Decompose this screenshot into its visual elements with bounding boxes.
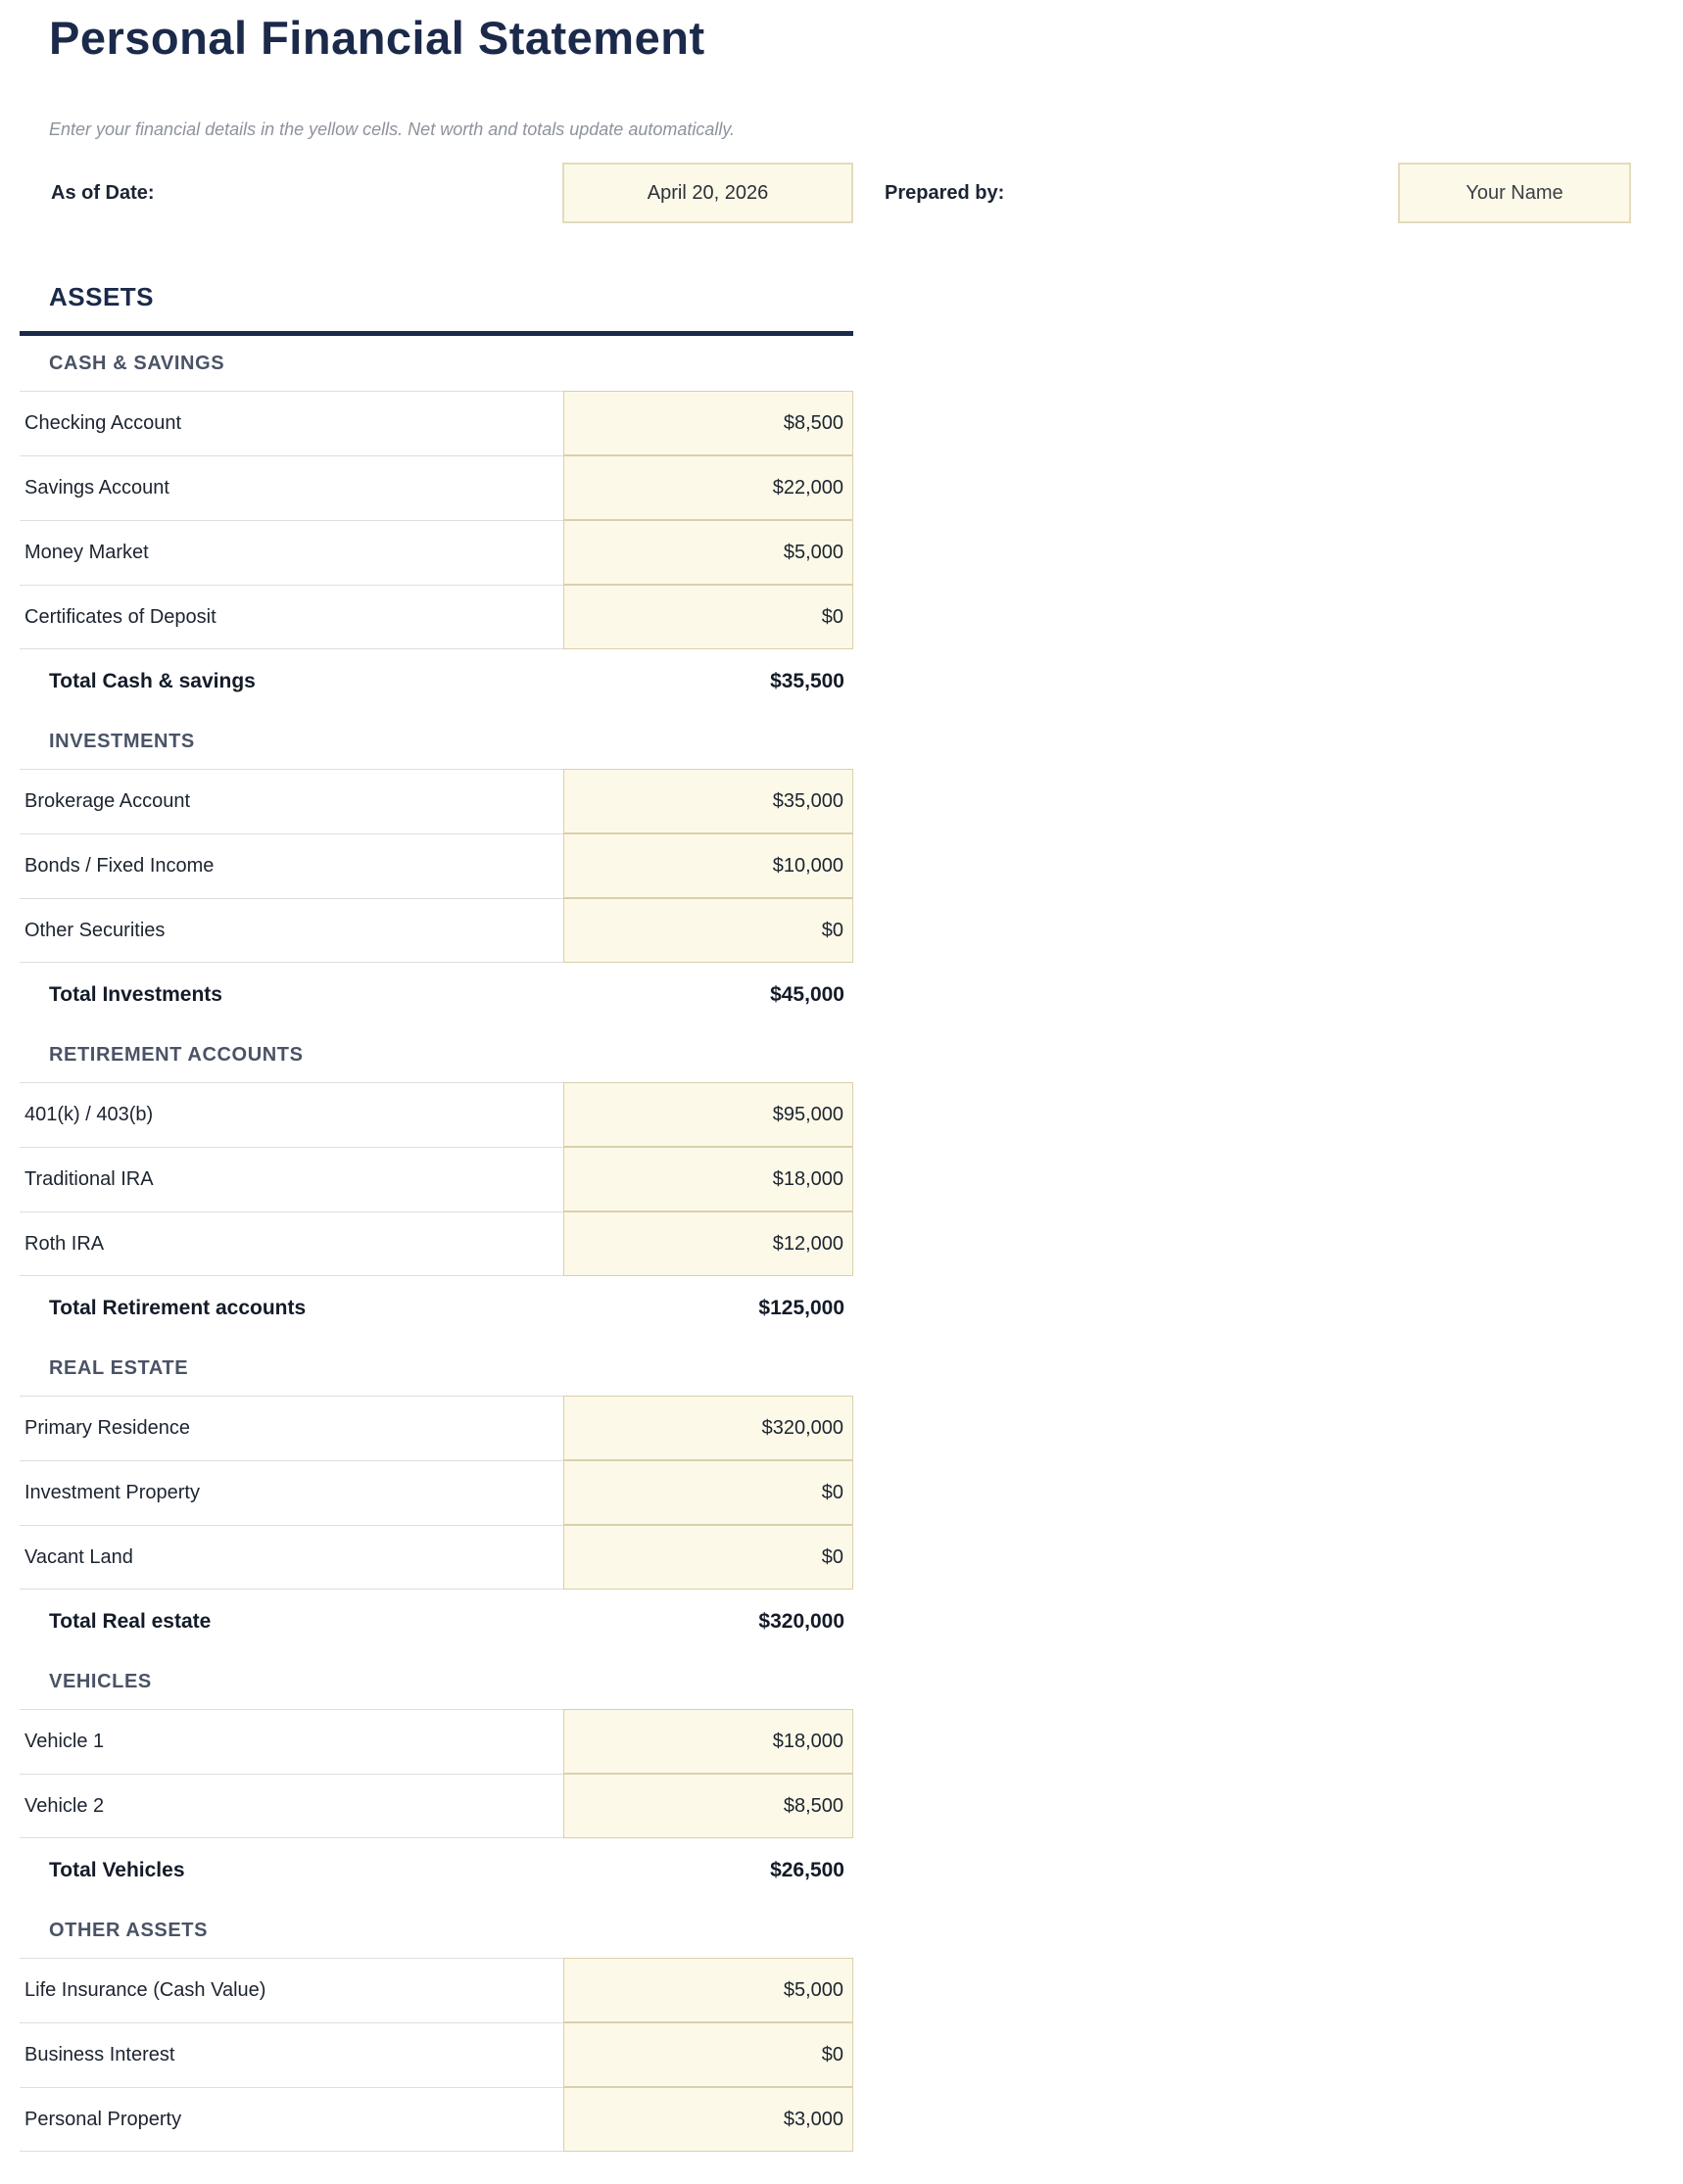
total-label: Total Retirement accounts bbox=[49, 1297, 307, 1319]
row-label: Vehicle 1 bbox=[20, 1709, 563, 1774]
table-row bbox=[20, 1709, 853, 1774]
assets-table bbox=[20, 336, 853, 2152]
table-row bbox=[20, 1460, 853, 1525]
input-cell[interactable] bbox=[563, 455, 853, 520]
row-value: $12,000 bbox=[772, 1232, 843, 1255]
table-row bbox=[20, 1525, 853, 1590]
page-title: Personal Financial Statement bbox=[49, 12, 705, 64]
table-row bbox=[20, 1082, 853, 1147]
row-label: Brokerage Account bbox=[20, 769, 563, 833]
table-row bbox=[20, 391, 853, 455]
as-of-date-label: As of Date: bbox=[51, 181, 155, 204]
prepared-by-input[interactable] bbox=[1398, 163, 1631, 223]
row-label: Business Interest bbox=[20, 2022, 563, 2087]
section-real-estate bbox=[20, 1341, 853, 1654]
row-value: $5,000 bbox=[783, 541, 843, 563]
total-row bbox=[20, 963, 853, 1027]
table-row bbox=[20, 1774, 853, 1838]
row-label: Savings Account bbox=[20, 455, 563, 520]
row-label: Bonds / Fixed Income bbox=[20, 833, 563, 898]
input-cell[interactable] bbox=[563, 1958, 853, 2022]
row-label: 401(k) / 403(b) bbox=[20, 1082, 563, 1147]
table-row bbox=[20, 455, 853, 520]
input-cell[interactable] bbox=[563, 1396, 853, 1460]
row-label: Money Market bbox=[20, 520, 563, 585]
row-label: Checking Account bbox=[20, 391, 563, 455]
section-header: OTHER ASSETS bbox=[49, 1919, 209, 1941]
row-label: Roth IRA bbox=[20, 1211, 563, 1276]
row-label: Primary Residence bbox=[20, 1396, 563, 1460]
section-investments bbox=[20, 714, 853, 1027]
row-value: $0 bbox=[821, 2043, 843, 2065]
total-value: $320,000 bbox=[758, 1610, 844, 1633]
input-cell[interactable] bbox=[563, 585, 853, 649]
section-header: RETIREMENT ACCOUNTS bbox=[49, 1043, 304, 1066]
row-value: $320,000 bbox=[761, 1416, 843, 1439]
section-other-assets bbox=[20, 1903, 853, 2152]
row-value: $95,000 bbox=[772, 1103, 843, 1125]
row-label: Personal Property bbox=[20, 2087, 563, 2152]
total-value: $35,500 bbox=[770, 670, 844, 692]
total-label: Total Investments bbox=[49, 983, 222, 1006]
input-cell[interactable] bbox=[563, 1525, 853, 1590]
row-label: Vehicle 2 bbox=[20, 1774, 563, 1838]
table-row bbox=[20, 1396, 853, 1460]
row-value: $0 bbox=[821, 919, 843, 941]
table-row bbox=[20, 769, 853, 833]
total-value: $26,500 bbox=[770, 1859, 844, 1881]
row-label: Vacant Land bbox=[20, 1525, 563, 1590]
input-cell[interactable] bbox=[563, 391, 853, 455]
input-cell[interactable] bbox=[563, 1774, 853, 1838]
section-header: REAL ESTATE bbox=[49, 1356, 189, 1379]
input-cell[interactable] bbox=[563, 1460, 853, 1525]
input-cell[interactable] bbox=[563, 1211, 853, 1276]
total-label: Total Cash & savings bbox=[49, 670, 256, 692]
instructions-text: Enter your financial details in the yellow cells. Net worth and totals update automatically. bbox=[49, 119, 736, 139]
row-label: Certificates of Deposit bbox=[20, 585, 563, 649]
row-label: Other Securities bbox=[20, 898, 563, 963]
table-row bbox=[20, 520, 853, 585]
section-header: CASH & SAVINGS bbox=[49, 352, 225, 374]
prepared-by-value: Your Name bbox=[1466, 181, 1563, 204]
table-row bbox=[20, 585, 853, 649]
row-value: $0 bbox=[821, 605, 843, 628]
input-cell[interactable] bbox=[563, 2022, 853, 2087]
as-of-date-input[interactable] bbox=[562, 163, 853, 223]
table-row bbox=[20, 898, 853, 963]
row-value: $8,500 bbox=[783, 411, 843, 434]
table-row bbox=[20, 833, 853, 898]
total-row bbox=[20, 649, 853, 714]
input-cell[interactable] bbox=[563, 1709, 853, 1774]
input-cell[interactable] bbox=[563, 1082, 853, 1147]
input-cell[interactable] bbox=[563, 1147, 853, 1211]
row-value: $5,000 bbox=[783, 1978, 843, 2001]
section-retirement bbox=[20, 1027, 853, 1341]
section-vehicles bbox=[20, 1654, 853, 1903]
table-row bbox=[20, 2022, 853, 2087]
table-row bbox=[20, 1958, 853, 2022]
row-label: Traditional IRA bbox=[20, 1147, 563, 1211]
row-label: Life Insurance (Cash Value) bbox=[20, 1958, 563, 2022]
row-value: $10,000 bbox=[772, 854, 843, 877]
table-row bbox=[20, 1211, 853, 1276]
assets-section-heading: ASSETS bbox=[49, 282, 155, 311]
row-label: Investment Property bbox=[20, 1460, 563, 1525]
row-value: $22,000 bbox=[772, 476, 843, 499]
row-value: $8,500 bbox=[783, 1794, 843, 1817]
prepared-by-label: Prepared by: bbox=[885, 181, 1005, 204]
row-value: $18,000 bbox=[772, 1730, 843, 1752]
table-row bbox=[20, 1147, 853, 1211]
section-header: INVESTMENTS bbox=[49, 730, 195, 752]
input-cell[interactable] bbox=[563, 833, 853, 898]
total-value: $125,000 bbox=[758, 1297, 844, 1319]
total-row bbox=[20, 1276, 853, 1341]
total-row bbox=[20, 1590, 853, 1654]
total-label: Total Real estate bbox=[49, 1610, 212, 1633]
input-cell[interactable] bbox=[563, 898, 853, 963]
input-cell[interactable] bbox=[563, 520, 853, 585]
total-row bbox=[20, 1838, 853, 1903]
row-value: $0 bbox=[821, 1545, 843, 1568]
input-cell[interactable] bbox=[563, 2087, 853, 2152]
as-of-date-value: April 20, 2026 bbox=[647, 181, 769, 204]
total-label: Total Vehicles bbox=[49, 1859, 185, 1881]
section-cash-savings bbox=[20, 336, 853, 714]
section-header: VEHICLES bbox=[49, 1670, 152, 1692]
table-row bbox=[20, 2087, 853, 2152]
row-value: $18,000 bbox=[772, 1167, 843, 1190]
header-form bbox=[0, 163, 1683, 223]
row-value: $35,000 bbox=[772, 789, 843, 812]
row-value: $0 bbox=[821, 1481, 843, 1503]
total-value: $45,000 bbox=[770, 983, 844, 1006]
row-value: $3,000 bbox=[783, 2108, 843, 2130]
input-cell[interactable] bbox=[563, 769, 853, 833]
